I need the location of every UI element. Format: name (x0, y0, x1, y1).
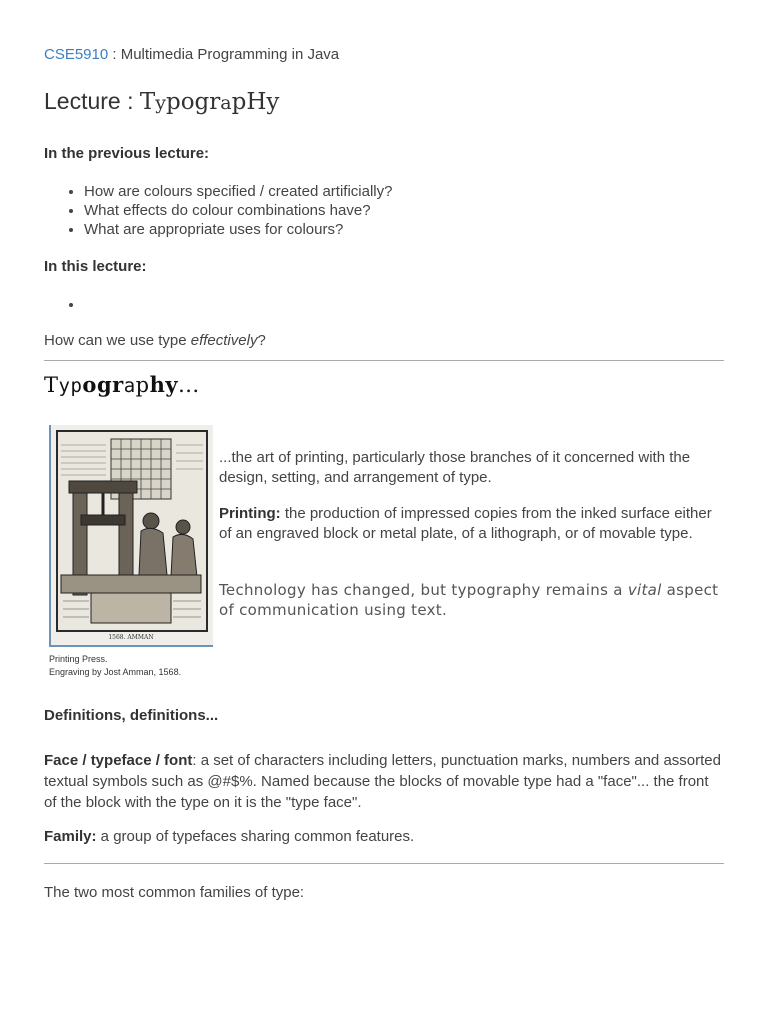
printing-definition: Printing: the production of impressed copies from the inked surface either of an engraved block or metal plate, of a lithograph, or of movable type. (219, 505, 712, 542)
emphasis-text: effectively (190, 332, 258, 349)
divider (44, 863, 724, 864)
course-name: : Multimedia Programming in Java (108, 46, 340, 63)
typography-heading: Typography... (44, 372, 200, 397)
technology-statement: Technology has changed, but typography remains a vital aspect of communication using text. (219, 581, 719, 619)
engraving-inscription: 1568. AMMAN (108, 634, 154, 641)
course-line (44, 46, 339, 63)
previous-lecture-list (66, 182, 392, 239)
list-item: • What are appropriate uses for colours? (84, 220, 392, 239)
lecture-topic: TypograpHy (139, 89, 280, 115)
lecture-title (44, 88, 279, 115)
typography-definition: ...the art of printing, particularly those branches of it concerned with the design, setting, and arrangement of type. (219, 449, 691, 486)
list-item: • What effects do colour combinations have? (84, 201, 392, 220)
family-term: Family: (44, 828, 97, 845)
image-caption: Printing Press. Engraving by Jost Amman, 1568. (49, 654, 182, 677)
lecture-question: How can we use type effectively? (44, 332, 266, 349)
printing-term: Printing: (219, 505, 281, 522)
engraving-illustration (51, 425, 213, 645)
course-code-link[interactable]: CSE5910 (44, 46, 109, 63)
this-lecture-heading: In this lecture: (44, 258, 147, 275)
face-definition: Face / typeface / font: a set of characters including letters, punctuation marks, numbers and assorted textual symbols such as @#$%. Named because the blocks of movable type had a "face"... the front of the block with the type on it is the "type face". (44, 752, 721, 811)
face-term: Face / typeface / font (44, 752, 193, 769)
families-intro: The two most common families of type: (44, 884, 305, 901)
definitions-heading: Definitions, definitions... (44, 707, 219, 724)
emphasis-text: vital (627, 581, 662, 599)
lecture-prefix: Lecture : (44, 88, 140, 114)
divider (44, 360, 724, 361)
family-definition: Family: a group of typefaces sharing common features. (44, 828, 415, 845)
this-lecture-list (66, 295, 84, 314)
printing-press-engraving (49, 425, 213, 647)
previous-lecture-heading: In the previous lecture: (44, 145, 210, 162)
list-item: • How are colours specified / created artificially? (84, 182, 392, 201)
